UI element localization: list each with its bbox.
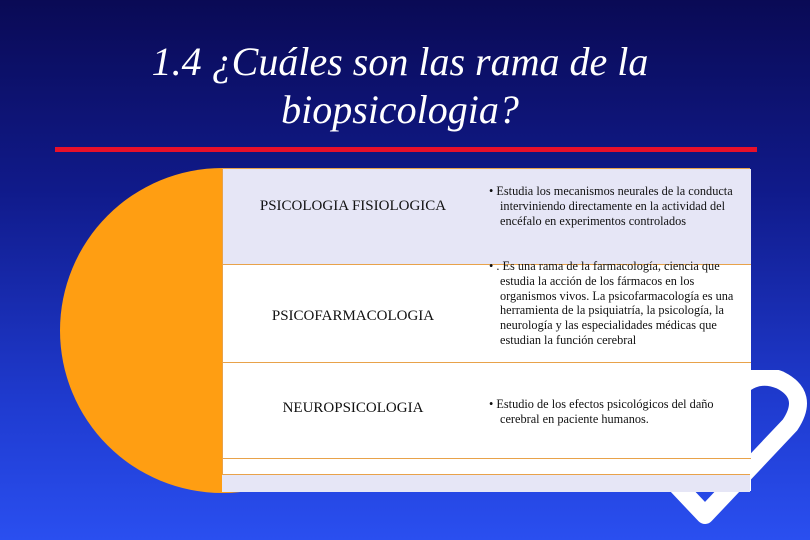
table-row [223,259,751,363]
table-row [223,363,751,459]
table-row [223,169,751,265]
row-term: NEUROPSICOLOGIA [282,400,424,416]
row-term: PSICOFARMACOLOGIA [271,308,435,324]
row-term: PSICOLOGIA FISIOLOGICA [259,198,447,214]
branches-table [222,168,750,492]
table-footer-band [222,474,750,492]
row-description: • Estudia los mecanismos neurales de la conducta interviniendo directamente en la actividad del encéfalo en experimentos controlados [489,184,733,228]
slide-title: 1.4 ¿Cuáles son las rama de la biopsicologia? [151,39,649,132]
title-underline [55,147,757,152]
row-description: • . Es una rama de la farmacología, ciencia que estudia la acción de los fármacos en los organismos vivos. La psicofarmacología es una herramienta de la psiquiatría, la psicología, la neurología y las especialidades médicas que estudian la función cerebral [489,259,734,347]
row-description: • Estudio de los efectos psicológicos del daño cerebral en paciente humanos. [489,397,714,426]
